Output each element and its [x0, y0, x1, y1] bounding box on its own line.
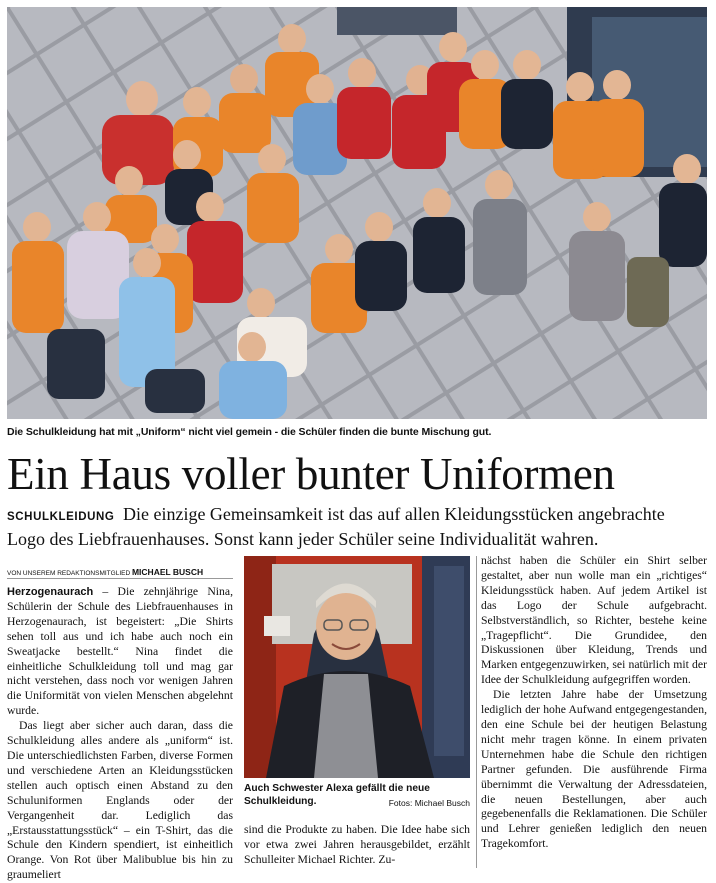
group-photo — [7, 7, 707, 419]
portrait-caption: Auch Schwester Alexa gefällt die neue Schulkleidung. — [244, 783, 430, 807]
deck — [7, 503, 707, 550]
byline-name: MICHAEL BUSCH — [131, 567, 204, 577]
headline: Ein Haus voller bunter Uniformen — [7, 449, 615, 499]
col3-paragraph-2: Die letzten Jahre habe der Umsetzung lediglich der hohe Aufwand entgegengestanden, den eine Schule bei der heutigen Belastung nicht mehr tragen könne. In einem privaten Unternehmen habe die Schule den richtigen Partner gefunden. Die ausführende Firma übernimmt die Verwaltung der Adressdateien, die neuen Bestellungen, aber auch gegebenenfalls die Reklamationen. Die Schüler und Lehrer genießen lediglich den neuen Tragekomfort. — [481, 688, 707, 851]
dateline: Herzogenaurach — [7, 586, 94, 598]
col1-paragraph-1: – Die zehnjährige Nina, Schülerin der Schule des Liebfrauenhauses in Herzogenaurach, ist begeistert: „Die Shirts sehen toll aus und ich habe auch noch ein Sweatjacke bestellt.“ Nina findet die einheitliche Schulkleidung toll und mag gar nicht verstehen, dass noch vor wenigen Jahren die Uniformität von vielen Menschen abgelehnt wurde. — [7, 585, 233, 718]
col3-paragraph-1: nächst haben die Schüler ein Shirt selber gestaltet, aber nun wolle man ein „richtiges“ Kleidungsstück haben. Auf jedem Artikel ist das Logo der Schule aufgebracht. Selbstverständlich, so Richter, bestehe keine „Tragepflicht“. Die Grundidee, den Diskussionen über Kleidung, Trends und Marken entgegenzuwirken, sei natürlich mit der Idee der Schulkleidung aufgegriffen worden. — [481, 554, 707, 687]
byline — [7, 567, 203, 577]
photo-caption: Die Schulkleidung hat mit „Uniform“ nicht viel gemein - die Schüler finden die bunte Mischung gut. — [7, 426, 492, 438]
portrait-photo — [244, 556, 470, 778]
photo-credit: Fotos: Michael Busch — [388, 798, 470, 808]
portrait-caption-block — [244, 782, 470, 810]
deck-text: Die einzige Gemeinsamkeit ist das auf allen Kleidungsstücken angebrachte Logo des Liebfrauenhauses. Sonst kann jeder Schüler seine Individualität wahren. — [7, 504, 665, 549]
article-column-2 — [244, 823, 470, 868]
col1-paragraph-2: Das liegt aber sicher auch daran, dass die Schulkleidung alles andere als „uniform“ ist. Die unterschiedlichsten Farben, diverse Formen und verschiedene Arten an Kleidungsstücken stellen auch optisch einen Abstand zu den Schuluniformen Englands oder der Vergangenheit dar. Lediglich das „Erstausstattungsstück“ – ein T-Shirt, das die Schule den Kindern spendiert, ist einheitlich Orange. Von Rot über Malibublue bis hin zu graumeliert — [7, 719, 233, 882]
article-column-1 — [7, 585, 233, 883]
byline-rule — [7, 578, 233, 579]
kicker: SCHULKLEIDUNG — [7, 511, 115, 523]
col2-paragraph: sind die Produkte zu haben. Die Idee habe sich vor etwa zwei Jahren herausgebildet, erzählt Schulleiter Michael Richter. Zu- — [244, 823, 470, 866]
article-column-3 — [481, 554, 707, 852]
column-rule-2 — [476, 556, 477, 868]
byline-prefix: VON UNSEREM REDAKTIONSMITGLIED — [7, 570, 131, 577]
